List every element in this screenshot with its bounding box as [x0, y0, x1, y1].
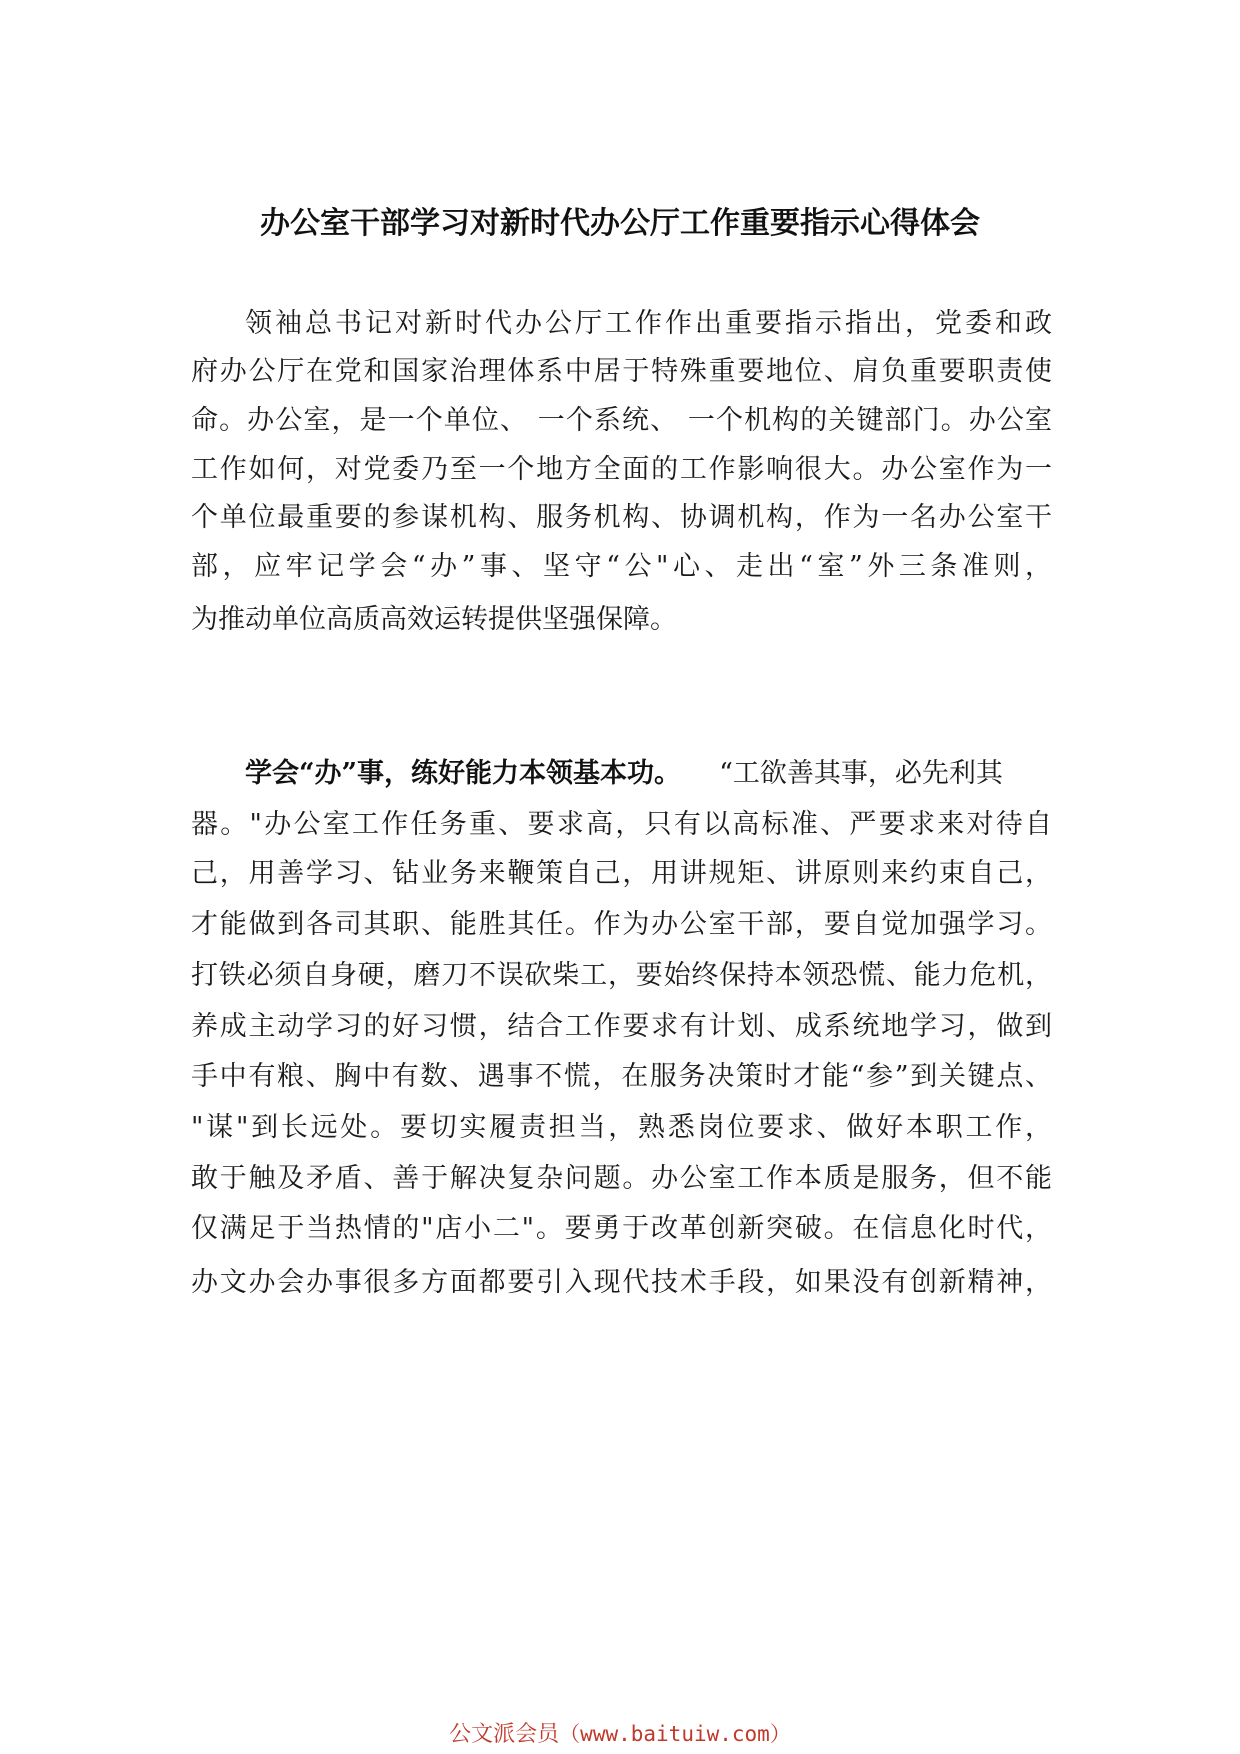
paragraph-1-line: 个单位最重要的参谋机构、服务机构、协调机构，作为一名办公室干 [191, 502, 1052, 533]
document-title: 办公室干部学习对新时代办公厅工作重要指示心得体会 [260, 206, 980, 241]
paragraph-2-line-rest: “工欲善其事，必先利其 [719, 758, 1003, 789]
paragraph-2-line: "谋"到长远处。要切实履责担当，熟悉岗位要求、做好本职工作， [191, 1112, 1052, 1143]
section-heading: 学会“办”事，练好能力本领基本功。 [245, 758, 682, 789]
paragraph-1-line: 命。办公室，是一个单位、 一个系统、 一个机构的关键部门。办公室 [191, 405, 1052, 436]
paragraph-1-line: 工作如何，对党委乃至一个地方全面的工作影响很大。办公室作为一 [191, 454, 1052, 485]
paragraph-2-line: 仅满足于当热情的"店小二"。要勇于改革创新突破。在信息化时代， [191, 1213, 1052, 1244]
paragraph-1-line: 为推动单位高质高效运转提供坚强保障。 [191, 604, 677, 635]
paragraph-2-line: 才能做到各司其职、能胜其任。作为办公室干部，要自觉加强学习。 [191, 909, 1052, 940]
paragraph-2-line: 打铁必须自身硬，磨刀不误砍柴工，要始终保持本领恐慌、能力危机， [191, 960, 1052, 991]
paragraph-2-line: 器。"办公室工作任务重、要求高，只有以高标准、严要求来对待自 [191, 809, 1052, 840]
paragraph-2-line: 己，用善学习、钻业务来鞭策自己，用讲规矩、讲原则来约束自己， [191, 858, 1052, 889]
paragraph-2-line: 办文办会办事很多方面都要引入现代技术手段，如果没有创新精神， [191, 1267, 1052, 1298]
paragraph-1-line: 领袖总书记对新时代办公厅工作作出重要指示指出，党委和政 [245, 308, 1052, 339]
paragraph-2-line: 养成主动学习的好习惯，结合工作要求有计划、成系统地学习，做到 [191, 1011, 1052, 1042]
footer-site-url[interactable]: （www.baituiw.com） [559, 1722, 791, 1746]
page-footer [0, 1720, 1240, 1749]
paragraph-2-first-line [245, 756, 1003, 792]
paragraph-2-line: 手中有粮、胸中有数、遇事不慌，在服务决策时才能“参”到关键点、 [191, 1061, 1052, 1092]
footer-site-name: 公文派会员 [449, 1722, 560, 1747]
paragraph-1-line: 部，应牢记学会“办”事、坚守“公"心、走出“室”外三条准则， [191, 551, 1052, 582]
paragraph-1-line: 府办公厅在党和国家治理体系中居于特殊重要地位、肩负重要职责使 [191, 356, 1052, 387]
paragraph-2-line: 敢于触及矛盾、善于解决复杂问题。办公室工作本质是服务，但不能 [191, 1163, 1052, 1194]
